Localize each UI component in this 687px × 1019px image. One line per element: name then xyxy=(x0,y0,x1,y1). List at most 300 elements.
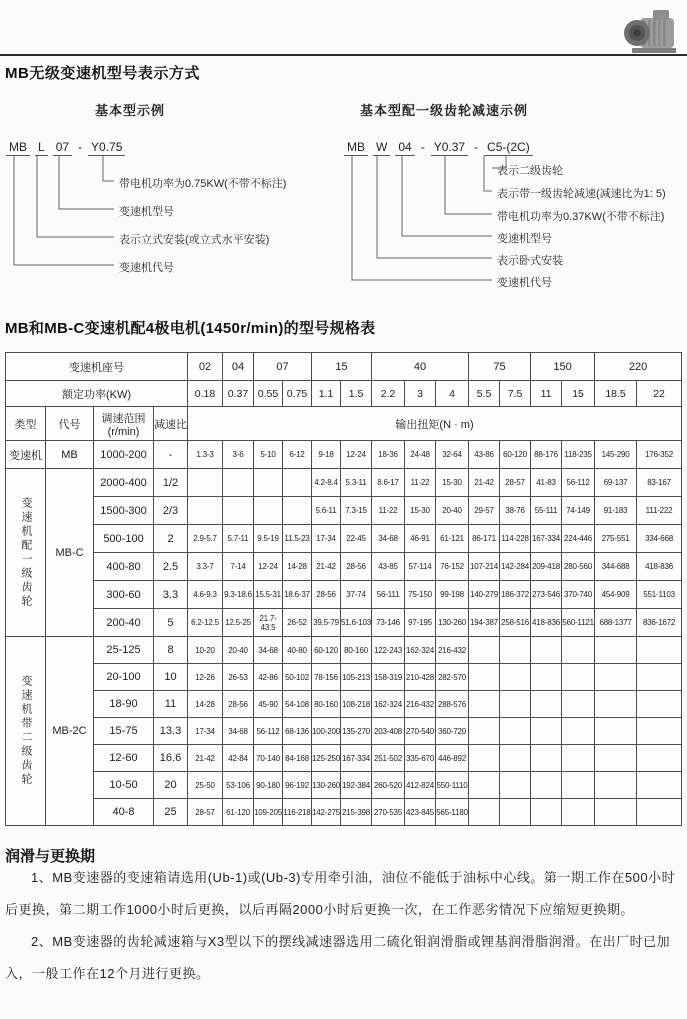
torque-cell xyxy=(500,691,531,718)
top-divider xyxy=(0,54,687,56)
torque-cell xyxy=(254,469,283,497)
torque-cell xyxy=(500,664,531,691)
power-cell: 4 xyxy=(436,381,469,407)
code-label: 表示卧式安装 xyxy=(497,255,563,267)
torque-cell: 41-83 xyxy=(531,469,562,497)
torque-cell xyxy=(531,745,562,772)
torque-cell: 167-334 xyxy=(531,525,562,553)
torque-cell: 9.5-19 xyxy=(254,525,283,553)
torque-cell: 68-136 xyxy=(283,718,312,745)
torque-cell: 1.3-3 xyxy=(188,441,223,469)
torque-cell: 5.7-11 xyxy=(223,525,254,553)
range-cell: 500-100 xyxy=(94,525,154,553)
torque-cell: 335-670 xyxy=(405,745,436,772)
torque-cell xyxy=(223,497,254,525)
torque-cell: 70-140 xyxy=(254,745,283,772)
torque-cell: 21-42 xyxy=(312,553,341,581)
torque-cell: 11.5-23 xyxy=(283,525,312,553)
torque-cell xyxy=(469,718,500,745)
torque-cell: 11-22 xyxy=(405,469,436,497)
seat-cell: 04 xyxy=(223,353,254,381)
torque-cell: 43-86 xyxy=(469,441,500,469)
torque-cell: 28-57 xyxy=(188,799,223,826)
torque-cell: 12-26 xyxy=(188,664,223,691)
torque-cell: 22-45 xyxy=(341,525,372,553)
torque-cell: 142-275 xyxy=(312,799,341,826)
torque-cell: 370-740 xyxy=(562,581,595,609)
torque-cell xyxy=(595,745,637,772)
torque-cell xyxy=(531,691,562,718)
torque-cell: 6-12 xyxy=(283,441,312,469)
model-code-diagram-geared xyxy=(344,140,686,298)
range-cell: 10-50 xyxy=(94,772,154,799)
ratio-cell: 8 xyxy=(154,637,188,664)
code-label: 变速机型号 xyxy=(119,206,174,218)
torque-cell: 275-551 xyxy=(595,525,637,553)
torque-cell: 7-14 xyxy=(223,553,254,581)
torque-cell xyxy=(637,691,682,718)
torque-cell: 6.2-12.5 xyxy=(188,609,223,637)
range-cell: 200-40 xyxy=(94,609,154,637)
torque-cell xyxy=(637,745,682,772)
range-cell: 18-90 xyxy=(94,691,154,718)
torque-cell xyxy=(595,664,637,691)
table-title: MB和MB-C变速机配4极电机(1450r/min)的型号规格表 xyxy=(5,320,376,337)
ratio-cell: - xyxy=(154,441,188,469)
power-cell: 0.75 xyxy=(283,381,312,407)
torque-cell: 20-40 xyxy=(223,637,254,664)
torque-cell: 80-160 xyxy=(312,691,341,718)
code-part: - xyxy=(474,140,479,154)
torque-cell: 61-120 xyxy=(223,799,254,826)
torque-cell: 15-30 xyxy=(436,469,469,497)
seat-cell: 07 xyxy=(254,353,312,381)
range-cell: 40-8 xyxy=(94,799,154,826)
type-cell: 变速机配一级齿轮 xyxy=(6,469,46,637)
seat-cell: 15 xyxy=(312,353,372,381)
code-part: - xyxy=(78,140,83,154)
torque-cell: 46-91 xyxy=(405,525,436,553)
torque-cell: 61-121 xyxy=(436,525,469,553)
torque-cell: 109-205 xyxy=(254,799,283,826)
range-cell: 25-125 xyxy=(94,637,154,664)
seat-cell: 220 xyxy=(595,353,682,381)
torque-cell xyxy=(637,718,682,745)
torque-cell: 42-84 xyxy=(223,745,254,772)
code-part: W xyxy=(373,140,390,156)
torque-cell: 21-42 xyxy=(469,469,500,497)
torque-cell xyxy=(637,772,682,799)
torque-cell: 43-85 xyxy=(372,553,405,581)
torque-cell xyxy=(500,718,531,745)
torque-cell: 78-156 xyxy=(312,664,341,691)
basic-example-heading: 基本型示例 xyxy=(95,103,166,118)
torque-cell xyxy=(595,637,637,664)
torque-cell: 9.3-18.6 xyxy=(223,581,254,609)
torque-header: 输出扭矩(N · m) xyxy=(188,407,682,441)
ratio-cell: 16.6 xyxy=(154,745,188,772)
torque-cell: 29-57 xyxy=(469,497,500,525)
torque-cell: 56-112 xyxy=(254,718,283,745)
torque-cell: 360-720 xyxy=(436,718,469,745)
code-label: 带电机功率为0.37KW(不带不标注) xyxy=(497,211,665,223)
torque-cell xyxy=(500,772,531,799)
torque-cell: 17-34 xyxy=(188,718,223,745)
torque-cell: 96-192 xyxy=(283,772,312,799)
torque-cell: 116-218 xyxy=(283,799,312,826)
model-code-diagram-basic xyxy=(6,140,338,298)
torque-cell: 40-80 xyxy=(283,637,312,664)
code-part: 07 xyxy=(53,140,72,156)
torque-cell xyxy=(500,637,531,664)
torque-cell: 105-213 xyxy=(341,664,372,691)
range-cell: 12-60 xyxy=(94,745,154,772)
code-label: 变速机型号 xyxy=(497,233,552,245)
torque-cell: 51.6-103 xyxy=(341,609,372,637)
type-cell: 变速机 xyxy=(6,441,46,469)
power-cell: 5.5 xyxy=(469,381,500,407)
torque-cell: 75-150 xyxy=(405,581,436,609)
torque-cell: 60-120 xyxy=(500,441,531,469)
torque-cell: 145-290 xyxy=(595,441,637,469)
seat-cell: 40 xyxy=(372,353,469,381)
torque-cell xyxy=(469,664,500,691)
torque-cell xyxy=(531,637,562,664)
power-cell: 0.55 xyxy=(254,381,283,407)
torque-cell: 97-195 xyxy=(405,609,436,637)
torque-cell: 28-56 xyxy=(223,691,254,718)
torque-cell xyxy=(562,745,595,772)
torque-cell xyxy=(637,664,682,691)
torque-cell: 130-260 xyxy=(312,772,341,799)
torque-cell xyxy=(562,772,595,799)
torque-cell: 28-57 xyxy=(500,469,531,497)
range-cell: 300-60 xyxy=(94,581,154,609)
torque-cell: 73-146 xyxy=(372,609,405,637)
torque-cell: 412-824 xyxy=(405,772,436,799)
torque-cell: 4.6-9.3 xyxy=(188,581,223,609)
torque-cell: 54-108 xyxy=(283,691,312,718)
lubrication-paragraph: 1、MB变速器的变速箱请选用(Ub-1)或(Ub-3)专用牵引油，油位不能低于油标中心线。第一期工作在500小时后更换，第二期工作1000小时后更换，以后再隔2000小时后更换一次，在工作恶劣情况下应缩短更换期。 xyxy=(5,870,676,917)
ratio-cell: 3.3 xyxy=(154,581,188,609)
torque-cell: 216-432 xyxy=(405,691,436,718)
torque-cell xyxy=(469,691,500,718)
power-cell: 3 xyxy=(405,381,436,407)
type-cell: 变速机带二级齿轮 xyxy=(6,637,46,826)
torque-cell xyxy=(469,745,500,772)
code-part: C5-(2C) xyxy=(484,140,533,156)
torque-cell xyxy=(223,469,254,497)
torque-cell xyxy=(531,718,562,745)
code-label: 表示带一级齿轮减速(减速比为1: 5) xyxy=(497,188,666,200)
torque-cell: 836-1672 xyxy=(637,609,682,637)
torque-cell: 34-68 xyxy=(254,637,283,664)
torque-cell: 50-102 xyxy=(283,664,312,691)
torque-cell xyxy=(637,637,682,664)
torque-cell: 224-446 xyxy=(562,525,595,553)
power-cell: 7.5 xyxy=(500,381,531,407)
torque-cell: 270-535 xyxy=(372,799,405,826)
ratio-cell: 2/3 xyxy=(154,497,188,525)
torque-cell: 83-167 xyxy=(637,469,682,497)
torque-cell: 344-688 xyxy=(595,553,637,581)
torque-cell: 142-284 xyxy=(500,553,531,581)
page-title: MB无级变速机型号表示方式 xyxy=(5,65,200,82)
torque-cell: 12-24 xyxy=(254,553,283,581)
torque-cell: 140-279 xyxy=(469,581,500,609)
torque-cell xyxy=(531,799,562,826)
torque-cell xyxy=(531,772,562,799)
power-cell: 1.5 xyxy=(341,381,372,407)
torque-cell: 55-111 xyxy=(531,497,562,525)
range-cell: 1000-200 xyxy=(94,441,154,469)
torque-cell: 57-114 xyxy=(405,553,436,581)
torque-cell: 5-10 xyxy=(254,441,283,469)
power-row-label: 额定功率(KW) xyxy=(6,381,188,407)
torque-cell: 39.5-79 xyxy=(312,609,341,637)
torque-cell: 21.7-43.5 xyxy=(254,609,283,637)
type-header: 类型 xyxy=(6,407,46,441)
torque-cell: 3-6 xyxy=(223,441,254,469)
torque-cell: 282-570 xyxy=(436,664,469,691)
range-cell: 2000-400 xyxy=(94,469,154,497)
torque-cell: 167-334 xyxy=(341,745,372,772)
torque-cell: 45-90 xyxy=(254,691,283,718)
lubrication-heading: 润滑与更换期 xyxy=(5,848,96,865)
torque-cell xyxy=(188,469,223,497)
torque-cell: 42-86 xyxy=(254,664,283,691)
torque-cell: 88-176 xyxy=(531,441,562,469)
torque-cell: 7.3-15 xyxy=(341,497,372,525)
torque-cell: 69-137 xyxy=(595,469,637,497)
torque-cell xyxy=(500,745,531,772)
torque-cell: 4.2-8.4 xyxy=(312,469,341,497)
power-cell: 1.1 xyxy=(312,381,341,407)
torque-cell xyxy=(283,469,312,497)
torque-cell: 56-112 xyxy=(562,469,595,497)
code-part: - xyxy=(420,140,425,154)
torque-cell xyxy=(188,497,223,525)
torque-cell: 688-1377 xyxy=(595,609,637,637)
torque-cell xyxy=(562,718,595,745)
torque-cell: 125-250 xyxy=(312,745,341,772)
torque-cell xyxy=(595,691,637,718)
torque-cell: 280-560 xyxy=(562,553,595,581)
range-cell: 15-75 xyxy=(94,718,154,745)
torque-cell: 446-892 xyxy=(436,745,469,772)
power-cell: 0.37 xyxy=(223,381,254,407)
torque-cell: 91-183 xyxy=(595,497,637,525)
ratio-cell: 11 xyxy=(154,691,188,718)
power-cell: 2.2 xyxy=(372,381,405,407)
torque-cell: 158-319 xyxy=(372,664,405,691)
code-part: Y0.37 xyxy=(431,140,468,156)
torque-cell: 5.3-11 xyxy=(341,469,372,497)
gear-example-heading: 基本型配一级齿轮减速示例 xyxy=(360,103,529,118)
torque-cell: 560-1121 xyxy=(562,609,595,637)
torque-cell: 186-372 xyxy=(500,581,531,609)
power-cell: 11 xyxy=(531,381,562,407)
torque-cell: 423-845 xyxy=(405,799,436,826)
code-part: 04 xyxy=(395,140,414,156)
torque-cell: 26-53 xyxy=(223,664,254,691)
torque-cell: 216-432 xyxy=(436,637,469,664)
torque-cell: 86-171 xyxy=(469,525,500,553)
torque-cell: 454-909 xyxy=(595,581,637,609)
code-label: 带电机功率为0.75KW(不带不标注) xyxy=(119,178,287,190)
torque-cell: 551-1103 xyxy=(637,581,682,609)
torque-cell: 2.9-5.7 xyxy=(188,525,223,553)
torque-cell: 14-28 xyxy=(283,553,312,581)
torque-cell: 5.6-11 xyxy=(312,497,341,525)
torque-cell xyxy=(531,664,562,691)
lubrication-text xyxy=(5,862,681,990)
power-cell: 22 xyxy=(637,381,682,407)
torque-cell: 32-64 xyxy=(436,441,469,469)
torque-cell xyxy=(595,799,637,826)
range-cell: 20-100 xyxy=(94,664,154,691)
torque-cell: 111-222 xyxy=(637,497,682,525)
code-label: 表示二级齿轮 xyxy=(497,165,563,177)
torque-cell: 14-28 xyxy=(188,691,223,718)
model-code-geared xyxy=(344,140,538,156)
torque-cell xyxy=(500,799,531,826)
code-part: L xyxy=(35,140,48,156)
model-code-basic xyxy=(6,140,130,156)
torque-cell: 99-198 xyxy=(436,581,469,609)
torque-cell: 18-36 xyxy=(372,441,405,469)
torque-cell: 60-120 xyxy=(312,637,341,664)
speed-range-header: 调速范围 (r/min) xyxy=(94,407,154,441)
torque-cell: 20-40 xyxy=(436,497,469,525)
torque-cell: 74-149 xyxy=(562,497,595,525)
torque-cell: 258-516 xyxy=(500,609,531,637)
torque-cell: 135-270 xyxy=(341,718,372,745)
range-cell: 400-80 xyxy=(94,553,154,581)
torque-cell: 270-540 xyxy=(405,718,436,745)
torque-cell: 10-20 xyxy=(188,637,223,664)
seat-cell: 150 xyxy=(531,353,595,381)
torque-cell: 118-235 xyxy=(562,441,595,469)
torque-cell: 12-24 xyxy=(341,441,372,469)
seat-cell: 02 xyxy=(188,353,223,381)
torque-cell xyxy=(562,664,595,691)
torque-cell xyxy=(562,691,595,718)
torque-cell xyxy=(595,772,637,799)
torque-cell: 122-243 xyxy=(372,637,405,664)
torque-cell: 12.5-25 xyxy=(223,609,254,637)
torque-cell: 209-418 xyxy=(531,553,562,581)
torque-cell: 288-576 xyxy=(436,691,469,718)
torque-cell: 565-1180 xyxy=(436,799,469,826)
code-part: MB xyxy=(6,140,30,156)
code-cell: MB-C xyxy=(46,469,94,637)
torque-cell: 28-56 xyxy=(312,581,341,609)
torque-cell: 130-260 xyxy=(436,609,469,637)
torque-cell: 11-22 xyxy=(372,497,405,525)
torque-cell xyxy=(469,772,500,799)
torque-cell: 210-428 xyxy=(405,664,436,691)
torque-cell: 192-384 xyxy=(341,772,372,799)
code-cell: MB xyxy=(46,441,94,469)
torque-cell: 215-398 xyxy=(341,799,372,826)
torque-cell: 107-214 xyxy=(469,553,500,581)
torque-cell: 18.6-37 xyxy=(283,581,312,609)
torque-cell: 8.6-17 xyxy=(372,469,405,497)
range-cell: 1500-300 xyxy=(94,497,154,525)
torque-cell: 80-160 xyxy=(341,637,372,664)
torque-cell: 194-387 xyxy=(469,609,500,637)
torque-cell: 203-408 xyxy=(372,718,405,745)
power-cell: 15 xyxy=(562,381,595,407)
code-label: 变速机代号 xyxy=(497,277,552,289)
ratio-cell: 5 xyxy=(154,609,188,637)
torque-cell xyxy=(469,637,500,664)
power-cell: 0.18 xyxy=(188,381,223,407)
ratio-header: 减速比 xyxy=(154,407,188,441)
ratio-cell: 10 xyxy=(154,664,188,691)
torque-cell: 24-48 xyxy=(405,441,436,469)
torque-cell: 114-228 xyxy=(500,525,531,553)
torque-cell: 260-520 xyxy=(372,772,405,799)
torque-cell xyxy=(469,799,500,826)
torque-cell: 37-74 xyxy=(341,581,372,609)
ratio-cell: 20 xyxy=(154,772,188,799)
torque-cell: 90-180 xyxy=(254,772,283,799)
torque-cell: 34-68 xyxy=(372,525,405,553)
torque-cell: 28-56 xyxy=(341,553,372,581)
seat-row-label: 变速机座号 xyxy=(6,353,188,381)
torque-cell: 3.3-7 xyxy=(188,553,223,581)
gearmotor-photo xyxy=(620,8,682,56)
ratio-cell: 25 xyxy=(154,799,188,826)
code-part: MB xyxy=(344,140,368,156)
torque-cell: 550-1110 xyxy=(436,772,469,799)
torque-cell: 76-152 xyxy=(436,553,469,581)
code-cell: MB-2C xyxy=(46,637,94,826)
code-label: 表示立式安装(或立式水平安装) xyxy=(119,234,270,246)
torque-cell: 334-668 xyxy=(637,525,682,553)
torque-cell: 162-324 xyxy=(372,691,405,718)
code-label: 变速机代号 xyxy=(119,262,174,274)
spec-table xyxy=(5,352,682,826)
torque-cell: 418-836 xyxy=(637,553,682,581)
torque-cell: 21-42 xyxy=(188,745,223,772)
torque-cell xyxy=(595,718,637,745)
torque-cell: 108-218 xyxy=(341,691,372,718)
ratio-cell: 13.3 xyxy=(154,718,188,745)
code-header: 代号 xyxy=(46,407,94,441)
ratio-cell: 2.5 xyxy=(154,553,188,581)
torque-cell: 17-34 xyxy=(312,525,341,553)
torque-cell: 26-52 xyxy=(283,609,312,637)
power-cell: 18.5 xyxy=(595,381,637,407)
torque-cell: 15.5-31 xyxy=(254,581,283,609)
torque-cell xyxy=(254,497,283,525)
torque-cell: 273-546 xyxy=(531,581,562,609)
torque-cell: 34-68 xyxy=(223,718,254,745)
torque-cell: 56-111 xyxy=(372,581,405,609)
torque-cell xyxy=(562,637,595,664)
torque-cell xyxy=(562,799,595,826)
ratio-cell: 1/2 xyxy=(154,469,188,497)
torque-cell: 25-50 xyxy=(188,772,223,799)
torque-cell: 162-324 xyxy=(405,637,436,664)
ratio-cell: 2 xyxy=(154,525,188,553)
torque-cell: 418-836 xyxy=(531,609,562,637)
seat-cell: 75 xyxy=(469,353,531,381)
torque-cell: 53-106 xyxy=(223,772,254,799)
